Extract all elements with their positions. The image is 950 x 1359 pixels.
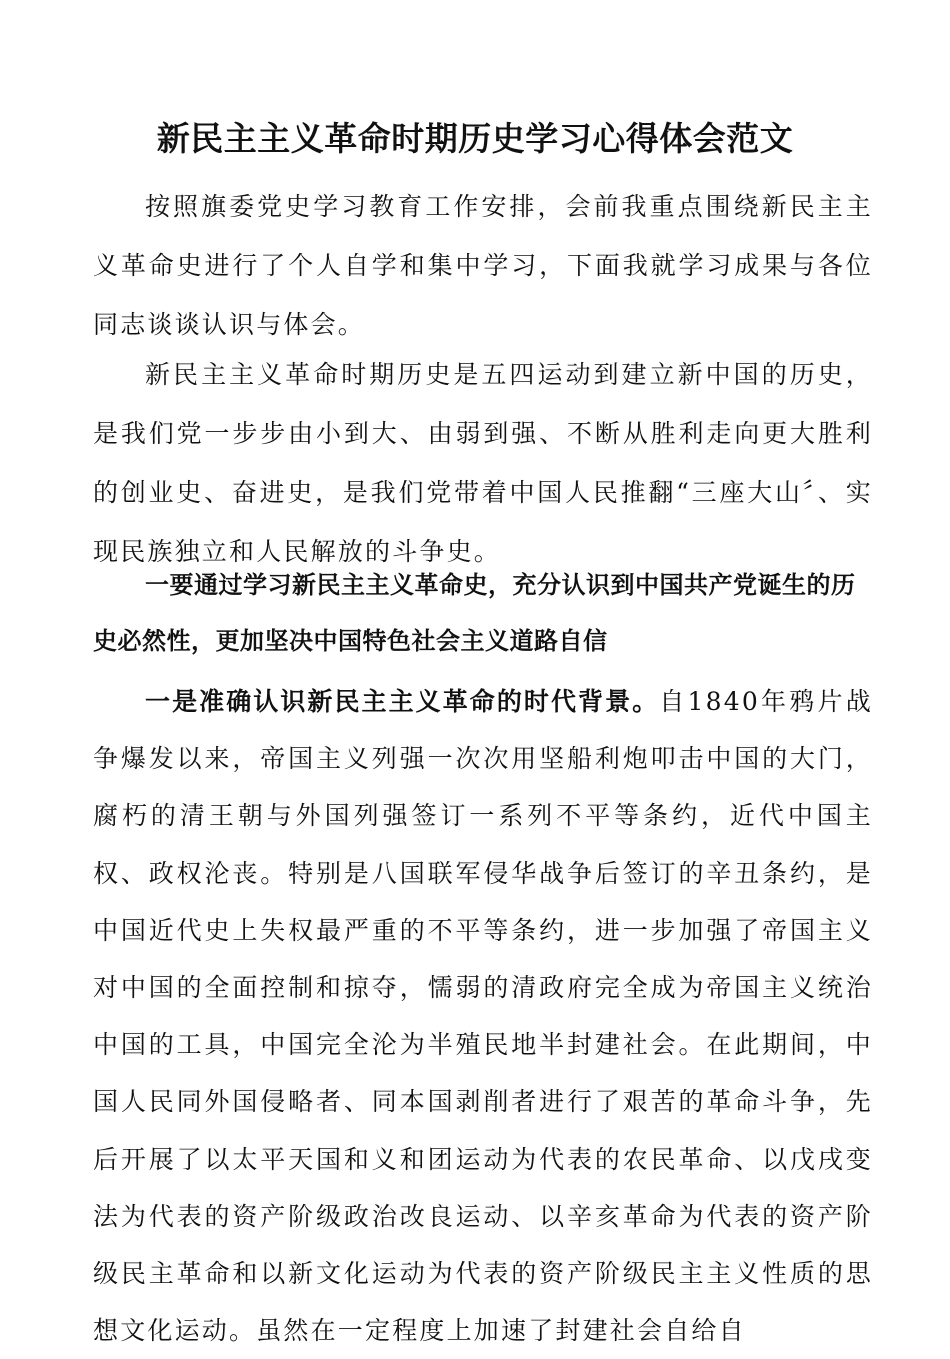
section-heading: 一要通过学习新民主主义革命史，充分认识到中国共产党诞生的历史必然性，更加坚决中国特色社会主义道路自信: [93, 571, 856, 655]
paragraph-point-one: [93, 673, 873, 1359]
point-lead: 一是准确认识新民主主义革命的时代背景。: [145, 687, 660, 716]
paragraph-intro: 按照旗委党史学习教育工作安排，会前我重点围绕新民主主义革命史进行了个人自学和集中学习，下面我就学习成果与各位同志谈谈认识与体会。: [93, 192, 873, 339]
document-title: 新民主主义革命时期历史学习心得体会范文: [156, 119, 794, 158]
point-body: 自1840年鸦片战争爆发以来，帝国主义列强一次次用坚船利炮叩击中国的大门，腐朽的清王朝与外国列强签订一系列不平等条约，近代中国主权、政权沦丧。特别是八国联军侵华战争后签订的辛丑条约，是中国近代史上失权最严重的不平等条约，进一步加强了帝国主义对中国的全面控制和掠夺，懦弱的清政府完全成为帝国主义统治中国的工具，中国完全沦为半殖民地半封建社会。在此期间，中国人民同外国侵略者、同本国剥削者进行了艰苦的革命斗争，先后开展了以太平天国和义和团运动为代表的农民革命、以戊戌变法为代表的资产阶级政治改良运动、以辛亥革命为代表的资产阶级民主革命和以新文化运动为代表的资产阶级民主主义性质的思想文化运动。虽然在一定程度上加速了封建社会自给自: [93, 687, 873, 1346]
paragraph-history: 新民主主义革命时期历史是五四运动到建立新中国的历史，是我们党一步步由小到大、由弱到强、不断从胜利走向更大胜利的创业史、奋进史，是我们党带着中国人民推翻“三座大山〞、实现民族独立和人民解放的斗争史。: [93, 360, 873, 566]
